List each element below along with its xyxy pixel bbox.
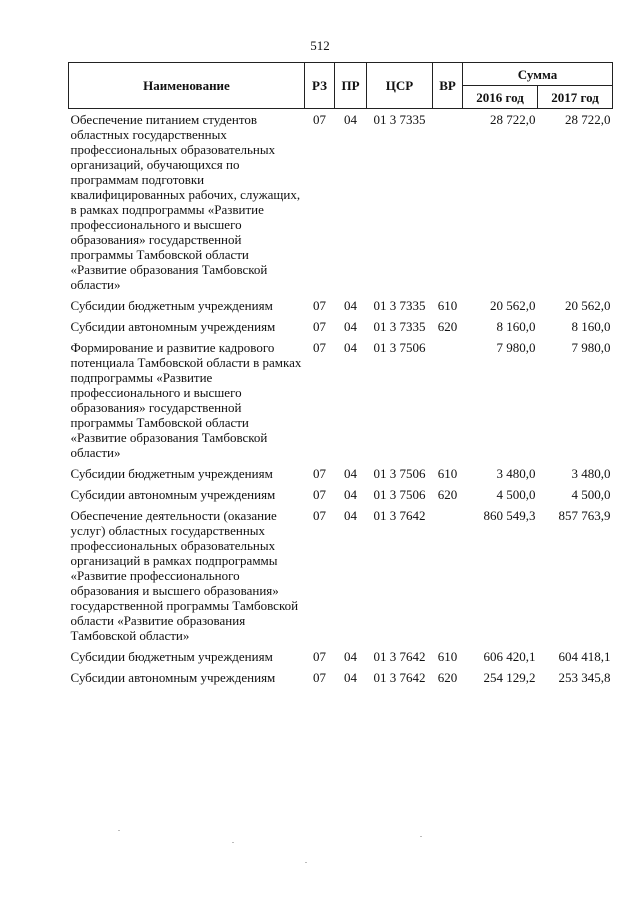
row-amount-2017: 20 562,0 bbox=[565, 298, 611, 313]
row-pr: 04 bbox=[344, 112, 357, 127]
row-pr: 04 bbox=[344, 466, 357, 481]
row-name: Обеспечение деятельности (оказание услуг) областных государственных профессиональных образовательных организаций в рамках подпрограммы «Развитие профессионального образования и высшего образования» государственной программы Тамбовской области «Развитие образования Тамбовской области» bbox=[70, 508, 299, 643]
header-sum: Сумма bbox=[463, 63, 613, 86]
header-name: Наименование bbox=[69, 63, 305, 109]
row-amount-2017: 28 722,0 bbox=[565, 112, 611, 127]
row-vr bbox=[433, 334, 463, 460]
table-row bbox=[69, 313, 613, 334]
row-pr: 04 bbox=[344, 649, 357, 664]
row-rz: 07 bbox=[313, 340, 326, 355]
row-csr: 01 3 7335 bbox=[373, 112, 426, 127]
row-rz: 07 bbox=[313, 112, 326, 127]
table-body bbox=[69, 109, 613, 686]
row-vr: 620 bbox=[437, 319, 458, 334]
row-amount-2017: 253 345,8 bbox=[558, 670, 611, 685]
table-header bbox=[69, 63, 613, 109]
table-row bbox=[69, 643, 613, 664]
header-vr: ВР bbox=[433, 63, 463, 109]
row-csr: 01 3 7642 bbox=[373, 649, 426, 664]
row-amount-2016: 3 480,0 bbox=[496, 466, 536, 481]
row-amount-2017: 7 980,0 bbox=[571, 340, 611, 355]
row-vr bbox=[433, 109, 463, 293]
row-amount-2016: 860 549,3 bbox=[483, 508, 536, 523]
row-rz: 07 bbox=[313, 670, 326, 685]
row-pr: 04 bbox=[344, 487, 357, 502]
table-row bbox=[69, 334, 613, 460]
row-rz: 07 bbox=[313, 487, 326, 502]
row-rz: 07 bbox=[313, 298, 326, 313]
table-row bbox=[69, 460, 613, 481]
row-amount-2016: 7 980,0 bbox=[496, 340, 536, 355]
budget-table bbox=[68, 62, 613, 685]
row-name: Субсидии автономным учреждениям bbox=[70, 319, 276, 334]
row-name: Субсидии автономным учреждениям bbox=[70, 670, 276, 685]
header-2017: 2017 год bbox=[538, 86, 613, 109]
header-2016: 2016 год bbox=[463, 86, 538, 109]
row-vr: 610 bbox=[437, 298, 458, 313]
row-pr: 04 bbox=[344, 298, 357, 313]
row-rz: 07 bbox=[313, 319, 326, 334]
row-csr: 01 3 7335 bbox=[373, 319, 426, 334]
row-vr: 620 bbox=[437, 487, 458, 502]
row-csr: 01 3 7506 bbox=[373, 487, 426, 502]
row-amount-2017: 857 763,9 bbox=[558, 508, 611, 523]
row-name: Формирование и развитие кадрового потенциала Тамбовской области в рамках подпрограммы «Развитие профессионального и высшего образования» государственной программы Тамбовской области «Развитие образования Тамбовской области» bbox=[70, 340, 302, 460]
row-amount-2016: 4 500,0 bbox=[496, 487, 536, 502]
row-rz: 07 bbox=[313, 466, 326, 481]
row-amount-2016: 8 160,0 bbox=[496, 319, 536, 334]
row-amount-2017: 3 480,0 bbox=[571, 466, 611, 481]
scan-speck bbox=[232, 842, 234, 843]
row-name: Субсидии бюджетным учреждениям bbox=[70, 649, 273, 664]
scan-speck bbox=[305, 862, 307, 863]
row-amount-2016: 28 722,0 bbox=[490, 112, 536, 127]
row-name: Субсидии автономным учреждениям bbox=[70, 487, 276, 502]
table-row bbox=[69, 664, 613, 685]
page-number: 512 bbox=[310, 38, 330, 53]
row-csr: 01 3 7506 bbox=[373, 466, 426, 481]
row-pr: 04 bbox=[344, 319, 357, 334]
row-csr: 01 3 7335 bbox=[373, 298, 426, 313]
header-rz: РЗ bbox=[305, 63, 335, 109]
row-name: Субсидии бюджетным учреждениям bbox=[70, 298, 273, 313]
table-row bbox=[69, 292, 613, 313]
row-name: Субсидии бюджетным учреждениям bbox=[70, 466, 273, 481]
scan-speck bbox=[118, 830, 120, 831]
row-name: Обеспечение питанием студентов областных государственных профессиональных образовательных организаций, обучающихся по программам подготовки квалифицированных рабочих, служащих, в рамках подпрограммы «Развитие профессионального и высшего образования» государственной программы Тамбовской области «Развитие образования Тамбовской области» bbox=[70, 112, 301, 292]
row-rz: 07 bbox=[313, 508, 326, 523]
header-csr: ЦСР bbox=[367, 63, 433, 109]
table-row bbox=[69, 481, 613, 502]
row-csr: 01 3 7642 bbox=[373, 508, 426, 523]
row-pr: 04 bbox=[344, 508, 357, 523]
row-vr bbox=[433, 502, 463, 643]
table-row bbox=[69, 109, 613, 293]
row-amount-2016: 254 129,2 bbox=[483, 670, 536, 685]
row-amount-2016: 606 420,1 bbox=[483, 649, 536, 664]
table-row bbox=[69, 502, 613, 643]
row-pr: 04 bbox=[344, 340, 357, 355]
row-vr: 620 bbox=[437, 670, 458, 685]
row-amount-2017: 8 160,0 bbox=[571, 319, 611, 334]
row-vr: 610 bbox=[437, 466, 458, 481]
row-csr: 01 3 7642 bbox=[373, 670, 426, 685]
row-pr: 04 bbox=[344, 670, 357, 685]
row-csr: 01 3 7506 bbox=[373, 340, 426, 355]
header-pr: ПР bbox=[335, 63, 367, 109]
row-vr: 610 bbox=[437, 649, 458, 664]
scan-speck bbox=[420, 836, 422, 837]
row-amount-2016: 20 562,0 bbox=[490, 298, 536, 313]
row-rz: 07 bbox=[313, 649, 326, 664]
row-amount-2017: 4 500,0 bbox=[571, 487, 611, 502]
row-amount-2017: 604 418,1 bbox=[558, 649, 611, 664]
